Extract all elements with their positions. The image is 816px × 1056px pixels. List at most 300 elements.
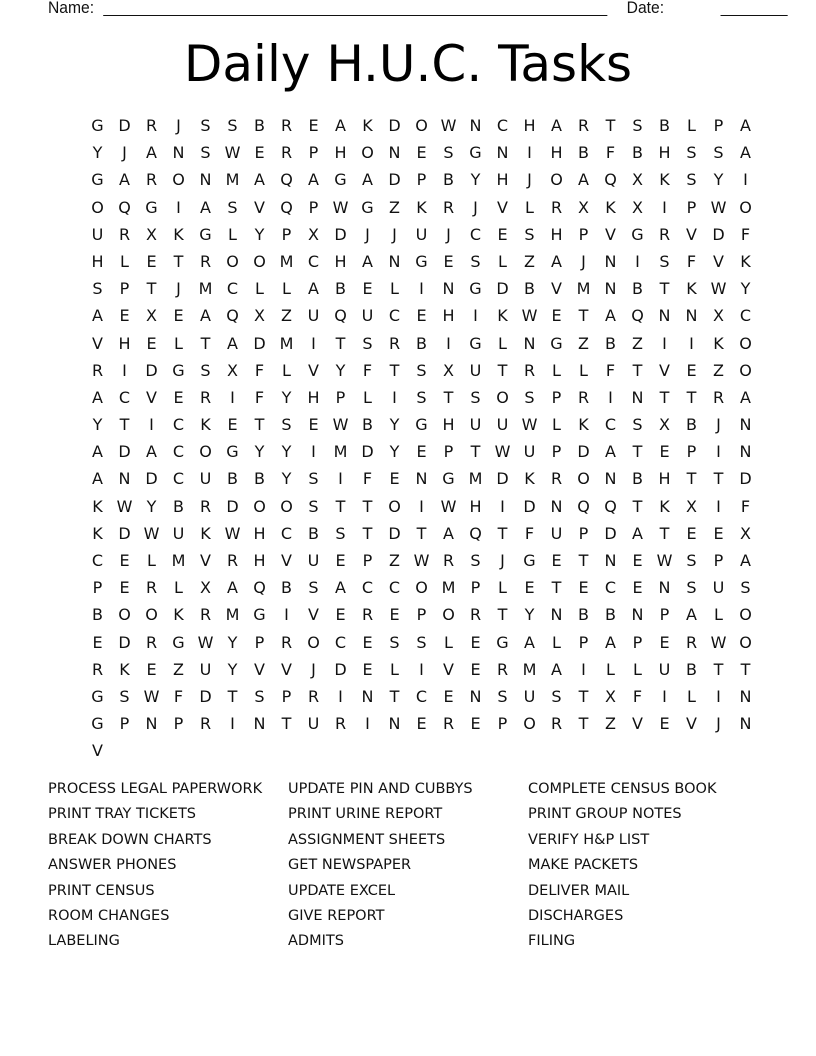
grid-letter: T bbox=[335, 333, 346, 353]
grid-letter: E bbox=[335, 605, 346, 625]
grid-letter: A bbox=[92, 387, 103, 407]
grid-letter: T bbox=[686, 469, 697, 489]
grid-letter: R bbox=[712, 387, 725, 407]
grid-letter: S bbox=[335, 523, 346, 543]
grid-letter: J bbox=[365, 224, 370, 244]
grid-letter: F bbox=[173, 686, 184, 706]
grid-letter: Y bbox=[254, 224, 265, 244]
grid-letter: N bbox=[631, 605, 644, 625]
grid-letter: T bbox=[632, 442, 643, 462]
grid-letter: S bbox=[524, 387, 535, 407]
grid-letter: S bbox=[551, 686, 562, 706]
grid-letter: Q bbox=[280, 197, 293, 217]
grid-letter: O bbox=[415, 578, 428, 598]
grid-letter: V bbox=[443, 659, 454, 679]
grid-letter: B bbox=[524, 279, 535, 299]
grid-letter: D bbox=[496, 469, 509, 489]
grid-letter: D bbox=[226, 496, 239, 516]
grid-letter: N bbox=[415, 469, 428, 489]
grid-letter: N bbox=[388, 714, 401, 734]
grid-letter: H bbox=[334, 143, 347, 163]
grid-letter: U bbox=[361, 306, 374, 326]
grid-letter: B bbox=[416, 333, 427, 353]
grid-letter: E bbox=[686, 523, 697, 543]
date-blank-field[interactable] bbox=[721, 0, 788, 16]
word-list-item: PRINT TRAY TICKETS bbox=[48, 806, 197, 823]
grid-letter: A bbox=[227, 333, 238, 353]
grid-letter: R bbox=[91, 360, 104, 380]
grid-letter: A bbox=[632, 523, 643, 543]
grid-letter: L bbox=[174, 333, 183, 353]
grid-letter: D bbox=[118, 116, 131, 135]
grid-letter: R bbox=[442, 197, 455, 217]
grid-letter: P bbox=[92, 578, 103, 598]
grid-letter: S bbox=[686, 578, 697, 598]
grid-letter: H bbox=[550, 143, 563, 163]
grid-letter: E bbox=[659, 632, 670, 652]
grid-letter: K bbox=[200, 523, 211, 543]
grid-letter: E bbox=[551, 551, 562, 570]
grid-letter: D bbox=[334, 224, 347, 244]
grid-letter: B bbox=[632, 469, 643, 489]
grid-letter: H bbox=[442, 415, 455, 435]
grid-letter: L bbox=[687, 116, 696, 135]
grid-letter: E bbox=[443, 251, 454, 271]
grid-letter: L bbox=[714, 605, 723, 625]
word-list-item: PRINT CENSUS bbox=[48, 882, 155, 899]
grid-letter: R bbox=[199, 387, 212, 407]
grid-letter: O bbox=[280, 496, 293, 516]
grid-letter: T bbox=[362, 496, 373, 516]
word-list-item: GIVE REPORT bbox=[288, 907, 385, 924]
grid-letter: V bbox=[254, 659, 265, 679]
grid-letter: N bbox=[469, 686, 482, 706]
grid-letter: Y bbox=[713, 170, 724, 190]
grid-letter: P bbox=[578, 632, 589, 652]
grid-letter: M bbox=[279, 333, 294, 353]
grid-letter: E bbox=[173, 306, 184, 326]
grid-letter: M bbox=[171, 551, 186, 570]
grid-letter: I bbox=[419, 659, 424, 679]
grid-letter: U bbox=[307, 714, 320, 734]
grid-letter: E bbox=[308, 415, 319, 435]
grid-letter: A bbox=[740, 551, 751, 570]
grid-letter: P bbox=[308, 143, 319, 163]
grid-letter: A bbox=[605, 632, 616, 652]
grid-letter: R bbox=[577, 116, 590, 135]
grid-letter: B bbox=[686, 659, 697, 679]
grid-letter: I bbox=[635, 251, 640, 271]
word-list-item: VERIFY H&P LIST bbox=[528, 831, 650, 848]
grid-letter: F bbox=[254, 360, 265, 380]
grid-letter: R bbox=[199, 496, 212, 516]
name-label: Name: bbox=[48, 0, 95, 17]
grid-letter: A bbox=[740, 143, 751, 163]
grid-letter: U bbox=[307, 551, 320, 570]
grid-letter: D bbox=[145, 469, 158, 489]
grid-letter: E bbox=[146, 251, 157, 271]
grid-letter: L bbox=[525, 197, 534, 217]
grid-letter: J bbox=[392, 224, 397, 244]
grid-letter: K bbox=[497, 306, 508, 326]
word-list-item: DELIVER MAIL bbox=[528, 882, 630, 899]
grid-letter: L bbox=[498, 251, 507, 271]
grid-letter: E bbox=[632, 578, 643, 598]
grid-letter: B bbox=[362, 415, 373, 435]
grid-letter: O bbox=[577, 469, 590, 489]
grid-letter: O bbox=[739, 605, 752, 625]
grid-letter: M bbox=[225, 170, 240, 190]
grid-letter: D bbox=[118, 523, 131, 543]
grid-letter: G bbox=[631, 224, 644, 244]
grid-letter: O bbox=[550, 170, 563, 190]
grid-letter: G bbox=[199, 224, 212, 244]
grid-letter: W bbox=[521, 415, 538, 435]
grid-letter: I bbox=[662, 333, 667, 353]
grid-letter: Y bbox=[389, 442, 400, 462]
grid-letter: P bbox=[281, 224, 292, 244]
grid-letter: P bbox=[578, 523, 589, 543]
grid-letter: I bbox=[419, 279, 424, 299]
grid-letter: T bbox=[578, 306, 589, 326]
grid-letter: D bbox=[577, 442, 590, 462]
grid-letter: H bbox=[469, 496, 482, 516]
grid-letter: J bbox=[176, 279, 181, 299]
grid-letter: V bbox=[686, 224, 697, 244]
grid-letter: F bbox=[605, 143, 616, 163]
word-list bbox=[48, 778, 768, 956]
grid-letter: I bbox=[419, 496, 424, 516]
grid-letter: T bbox=[578, 714, 589, 734]
grid-letter: Z bbox=[173, 659, 184, 679]
grid-letter: O bbox=[226, 251, 239, 271]
grid-letter: H bbox=[307, 387, 320, 407]
grid-letter: U bbox=[496, 415, 509, 435]
grid-letter: T bbox=[146, 279, 157, 299]
grid-letter: D bbox=[496, 279, 509, 299]
grid-letter: T bbox=[416, 523, 427, 543]
grid-letter: S bbox=[686, 551, 697, 570]
grid-letter: N bbox=[550, 605, 563, 625]
grid-letter: Z bbox=[605, 714, 616, 734]
grid-letter: T bbox=[362, 523, 373, 543]
grid-letter: T bbox=[659, 279, 670, 299]
grid-letter: W bbox=[224, 143, 241, 163]
grid-letter: Y bbox=[92, 415, 103, 435]
grid-letter: S bbox=[686, 170, 697, 190]
grid-letter: C bbox=[172, 415, 185, 435]
grid-letter: G bbox=[334, 170, 347, 190]
grid-letter: T bbox=[281, 714, 292, 734]
grid-letter: I bbox=[473, 306, 478, 326]
grid-letter: L bbox=[120, 251, 129, 271]
date-label: Date: bbox=[626, 0, 665, 17]
grid-letter: I bbox=[743, 170, 748, 190]
grid-letter: L bbox=[363, 387, 372, 407]
grid-letter: D bbox=[253, 333, 266, 353]
grid-letter: E bbox=[119, 578, 130, 598]
grid-letter: G bbox=[550, 333, 563, 353]
grid-letter: T bbox=[605, 116, 616, 135]
grid-letter: F bbox=[254, 387, 265, 407]
grid-letter: V bbox=[200, 551, 211, 570]
grid-letter: N bbox=[685, 306, 698, 326]
grid-letter: P bbox=[497, 714, 508, 734]
grid-letter: B bbox=[578, 143, 589, 163]
grid-letter: I bbox=[176, 197, 181, 217]
word-list-item: ROOM CHANGES bbox=[48, 907, 170, 924]
grid-letter: C bbox=[226, 279, 239, 299]
grid-letter: I bbox=[365, 714, 370, 734]
grid-letter: E bbox=[659, 442, 670, 462]
grid-letter: W bbox=[116, 496, 133, 516]
grid-letter: E bbox=[362, 659, 373, 679]
grid-letter: I bbox=[500, 496, 505, 516]
grid-letter: Y bbox=[281, 469, 292, 489]
grid-letter: P bbox=[578, 224, 589, 244]
grid-letter: V bbox=[551, 279, 562, 299]
grid-letter: P bbox=[659, 605, 670, 625]
grid-letter: T bbox=[173, 251, 184, 271]
grid-letter: A bbox=[146, 442, 157, 462]
grid-letter: U bbox=[91, 224, 104, 244]
grid-letter: G bbox=[469, 333, 482, 353]
grid-letter: T bbox=[227, 686, 238, 706]
grid-letter: H bbox=[658, 143, 671, 163]
word-list-item: ANSWER PHONES bbox=[48, 857, 177, 874]
grid-letter: L bbox=[174, 578, 183, 598]
grid-letter: N bbox=[739, 415, 752, 435]
grid-letter: O bbox=[739, 360, 752, 380]
grid-letter: A bbox=[686, 605, 697, 625]
grid-letter: S bbox=[254, 686, 265, 706]
grid-letter: G bbox=[415, 415, 428, 435]
grid-letter: Z bbox=[713, 360, 724, 380]
grid-letter: E bbox=[524, 578, 535, 598]
grid-letter: G bbox=[253, 605, 266, 625]
grid-letter: E bbox=[551, 306, 562, 326]
grid-letter: U bbox=[307, 306, 320, 326]
grid-letter: K bbox=[173, 224, 184, 244]
grid-letter: I bbox=[662, 686, 667, 706]
word-list-item: ASSIGNMENT SHEETS bbox=[288, 831, 446, 848]
grid-letter: A bbox=[551, 251, 562, 271]
grid-letter: W bbox=[656, 551, 673, 570]
grid-letter: D bbox=[118, 442, 131, 462]
grid-letter: R bbox=[145, 116, 158, 135]
grid-letter: V bbox=[281, 551, 292, 570]
grid-letter: L bbox=[228, 224, 237, 244]
grid-letter: Y bbox=[470, 170, 481, 190]
grid-letter: C bbox=[280, 523, 293, 543]
grid-letter: R bbox=[577, 387, 590, 407]
grid-letter: K bbox=[686, 279, 697, 299]
grid-letter: Y bbox=[389, 415, 400, 435]
grid-letter: E bbox=[335, 551, 346, 570]
grid-letter: G bbox=[172, 632, 185, 652]
grid-letter: K bbox=[92, 523, 103, 543]
grid-letter: A bbox=[362, 170, 373, 190]
grid-letter: I bbox=[662, 197, 667, 217]
grid-letter: O bbox=[496, 387, 509, 407]
grid-letter: T bbox=[119, 415, 130, 435]
grid-letter: P bbox=[416, 170, 427, 190]
grid-letter: W bbox=[710, 279, 727, 299]
grid-letter: N bbox=[604, 279, 617, 299]
grid-letter: G bbox=[172, 360, 185, 380]
grid-letter: U bbox=[523, 686, 536, 706]
grid-letter: L bbox=[390, 659, 399, 679]
grid-letter: P bbox=[470, 578, 481, 598]
grid-letter: L bbox=[282, 279, 291, 299]
grid-letter: O bbox=[307, 632, 320, 652]
grid-letter: E bbox=[713, 523, 724, 543]
grid-letter: K bbox=[578, 415, 589, 435]
grid-letter: S bbox=[524, 224, 535, 244]
grid-letter: J bbox=[311, 659, 316, 679]
grid-letter: Q bbox=[631, 306, 644, 326]
grid-letter: I bbox=[716, 686, 721, 706]
word-list-item: GET NEWSPAPER bbox=[288, 857, 412, 874]
grid-letter: A bbox=[146, 143, 157, 163]
grid-letter: T bbox=[470, 442, 481, 462]
grid-letter: V bbox=[308, 605, 319, 625]
grid-letter: J bbox=[581, 251, 586, 271]
grid-letter: K bbox=[713, 333, 724, 353]
grid-letter: N bbox=[739, 686, 752, 706]
grid-letter: F bbox=[362, 469, 373, 489]
grid-letter: F bbox=[686, 251, 697, 271]
grid-letter: G bbox=[91, 686, 104, 706]
grid-letter: S bbox=[497, 686, 508, 706]
grid-letter: I bbox=[311, 333, 316, 353]
grid-letter: L bbox=[552, 360, 561, 380]
grid-letter: H bbox=[91, 251, 104, 271]
grid-letter: E bbox=[146, 333, 157, 353]
grid-letter: H bbox=[496, 170, 509, 190]
grid-letter: A bbox=[119, 170, 130, 190]
word-list-item: PROCESS LEGAL PAPERWORK bbox=[48, 781, 263, 797]
grid-letter: C bbox=[739, 306, 752, 326]
grid-letter: S bbox=[713, 143, 724, 163]
grid-letter: V bbox=[92, 333, 103, 353]
grid-letter: B bbox=[254, 469, 265, 489]
grid-letter: A bbox=[335, 116, 346, 135]
grid-letter: R bbox=[118, 224, 131, 244]
grid-letter: U bbox=[199, 659, 212, 679]
grid-letter: E bbox=[686, 360, 697, 380]
grid-letter: N bbox=[604, 551, 617, 570]
grid-letter: V bbox=[254, 197, 265, 217]
grid-letter: U bbox=[199, 469, 212, 489]
grid-letter: B bbox=[605, 605, 616, 625]
grid-letter: X bbox=[443, 360, 454, 380]
grid-letter: S bbox=[632, 116, 643, 135]
grid-letter: D bbox=[523, 496, 536, 516]
grid-letter: N bbox=[658, 306, 671, 326]
grid-letter: K bbox=[740, 251, 751, 271]
grid-letter: S bbox=[416, 360, 427, 380]
word-list-item: UPDATE PIN AND CUBBYS bbox=[288, 781, 473, 797]
grid-letter: J bbox=[446, 224, 451, 244]
grid-letter: D bbox=[145, 360, 158, 380]
grid-letter: F bbox=[362, 360, 373, 380]
grid-letter: Z bbox=[524, 251, 535, 271]
grid-letter: S bbox=[443, 143, 454, 163]
grid-letter: O bbox=[739, 197, 752, 217]
grid-letter: U bbox=[523, 442, 536, 462]
grid-letter: P bbox=[254, 632, 265, 652]
grid-letter: R bbox=[145, 578, 158, 598]
grid-letter: X bbox=[200, 578, 211, 598]
grid-letter: R bbox=[145, 632, 158, 652]
grid-letter: S bbox=[470, 251, 481, 271]
grid-letter: G bbox=[91, 714, 104, 734]
grid-letter: P bbox=[632, 632, 643, 652]
grid-letter: T bbox=[497, 360, 508, 380]
grid-letter: C bbox=[604, 415, 617, 435]
grid-letter: Y bbox=[227, 632, 238, 652]
grid-letter: E bbox=[227, 415, 238, 435]
grid-letter: P bbox=[308, 197, 319, 217]
grid-letter: B bbox=[254, 116, 265, 135]
grid-letter: K bbox=[119, 659, 130, 679]
grid-letter: C bbox=[388, 578, 401, 598]
grid-letter: T bbox=[632, 496, 643, 516]
grid-letter: T bbox=[551, 578, 562, 598]
grid-letter: E bbox=[470, 632, 481, 652]
grid-letter: R bbox=[307, 686, 320, 706]
grid-letter: F bbox=[740, 496, 751, 516]
grid-letter: A bbox=[200, 306, 211, 326]
grid-letter: A bbox=[605, 306, 616, 326]
grid-letter: M bbox=[333, 442, 348, 462]
grid-letter: V bbox=[308, 360, 319, 380]
grid-letter: E bbox=[308, 116, 319, 135]
name-blank-field[interactable] bbox=[103, 0, 607, 16]
grid-letter: C bbox=[388, 306, 401, 326]
grid-letter: A bbox=[92, 469, 103, 489]
word-list-item: ADMITS bbox=[288, 933, 344, 950]
grid-letter: A bbox=[92, 306, 103, 326]
grid-letter: W bbox=[413, 551, 430, 570]
grid-letter: A bbox=[524, 632, 535, 652]
grid-letter: D bbox=[118, 632, 131, 652]
grid-letter: D bbox=[388, 170, 401, 190]
grid-letter: Z bbox=[389, 197, 400, 217]
grid-letter: V bbox=[686, 714, 697, 734]
word-search-grid bbox=[84, 112, 759, 765]
grid-letter: X bbox=[146, 224, 157, 244]
grid-letter: O bbox=[739, 632, 752, 652]
grid-letter: B bbox=[281, 578, 292, 598]
grid-letter: F bbox=[632, 686, 643, 706]
grid-letter: G bbox=[442, 469, 455, 489]
grid-letter: A bbox=[308, 279, 319, 299]
grid-letter: N bbox=[604, 469, 617, 489]
grid-letter: D bbox=[604, 523, 617, 543]
grid-letter: N bbox=[496, 143, 509, 163]
grid-letter: L bbox=[552, 415, 561, 435]
grid-letter: G bbox=[361, 197, 374, 217]
grid-letter: Q bbox=[604, 170, 617, 190]
grid-letter: M bbox=[522, 659, 537, 679]
grid-letter: E bbox=[92, 632, 103, 652]
grid-letter: R bbox=[388, 333, 401, 353]
grid-letter: A bbox=[605, 442, 616, 462]
grid-letter: V bbox=[497, 197, 508, 217]
grid-letter: K bbox=[659, 496, 670, 516]
